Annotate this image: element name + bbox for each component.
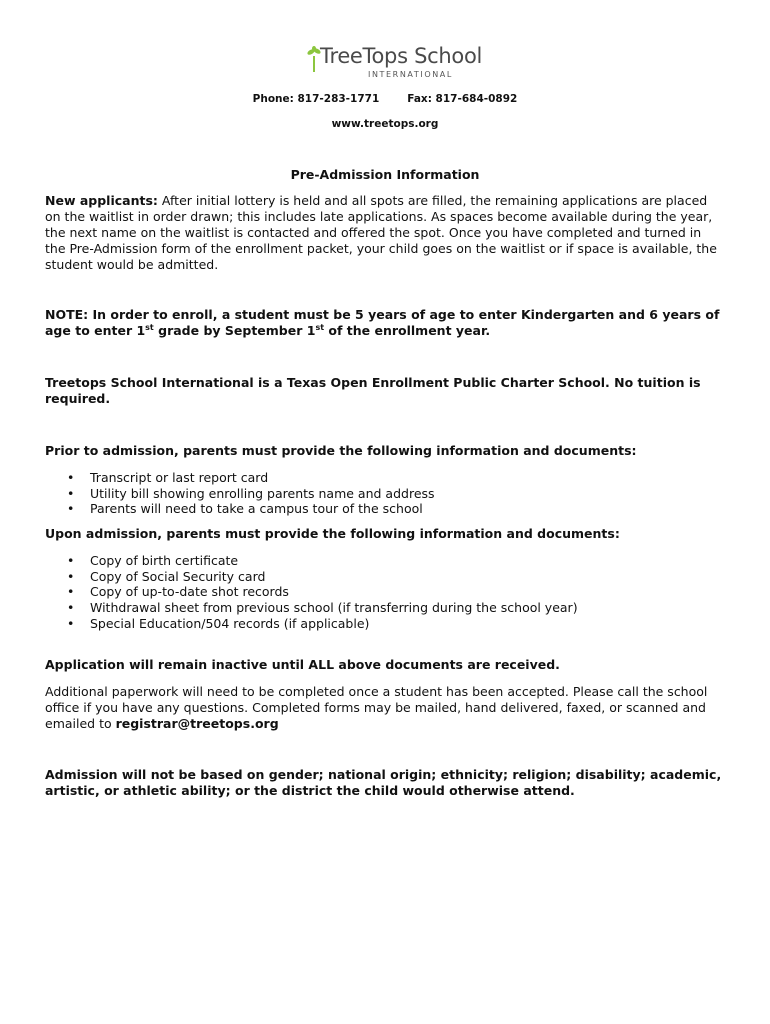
list-item: • Utility bill showing enrolling parents name and address: [45, 486, 725, 502]
new-applicants-paragraph: [45, 193, 725, 273]
list-item: • Transcript or last report card: [45, 470, 725, 486]
charter-statement: Treetops School International is a Texas Open Enrollment Public Charter School. No tuition is required.: [45, 375, 701, 406]
note-text-1: NOTE: In order to enroll, a student must be 5 years of age to enter Kindergarten and 6 years of age to enter 1: [45, 307, 720, 338]
inactive-warning: Application will remain inactive until ALL above documents are received.: [45, 657, 560, 672]
school-logo: [306, 44, 483, 84]
list-item: • Parents will need to take a campus tour of the school: [45, 501, 725, 517]
list-item: • Special Education/504 records (if applicable): [45, 616, 725, 632]
list-item: • Copy of up-to-date shot records: [45, 584, 725, 600]
website-link[interactable]: www.treetops.org: [331, 118, 439, 130]
list-item: • Withdrawal sheet from previous school (if transferring during the school year): [45, 600, 725, 616]
additional-text: Additional paperwork will need to be completed once a student has been accepted. Please call the school office if you have any questions. Completed forms may be mailed, hand delivered, faxed, or scanned and emailed to: [45, 684, 708, 731]
note-text-2: grade by September 1: [153, 323, 316, 338]
note-sup-1: st: [145, 322, 154, 332]
upon-admission-list: [45, 553, 725, 632]
additional-paperwork-paragraph: [45, 684, 725, 732]
age-requirement-note: [45, 307, 725, 339]
registrar-email-link[interactable]: registrar@treetops.org: [115, 716, 279, 731]
upon-admission-title: Upon admission, parents must provide the following information and documents:: [45, 526, 620, 541]
note-text-3: of the enrollment year.: [324, 323, 491, 338]
contact-line: [0, 93, 770, 105]
fax-number: Fax: 817-684-0892: [407, 93, 518, 105]
list-item: • Copy of Social Security card: [45, 569, 725, 585]
phone-number: Phone: 817-283-1771: [252, 93, 380, 105]
new-applicants-text: After initial lottery is held and all spots are filled, the remaining applications are placed on the waitlist in order drawn; this includes late applications. As spaces become available during the year, the next name on the waitlist is contacted and offered the spot. Once you have completed and turned in the Pre-Admission form of the enrollment packet, your child goes on the waitlist or if space is available, the student would be admitted.: [45, 193, 717, 272]
logo-subtitle: INTERNATIONAL: [368, 70, 453, 79]
prior-admission-title: Prior to admission, parents must provide the following information and documents:: [45, 443, 637, 458]
prior-admission-list: [45, 470, 725, 517]
new-applicants-label: New applicants:: [45, 193, 158, 208]
list-item: • Copy of birth certificate: [45, 553, 725, 569]
note-sup-2: st: [315, 322, 325, 332]
logo-name: TreeTops School: [320, 44, 483, 68]
page-title: Pre-Admission Information: [290, 167, 480, 182]
nondiscrimination-statement: Admission will not be based on gender; national origin; ethnicity; religion; disability; academic, artistic, or athletic ability; or the district the child would otherwise attend.: [45, 767, 722, 798]
